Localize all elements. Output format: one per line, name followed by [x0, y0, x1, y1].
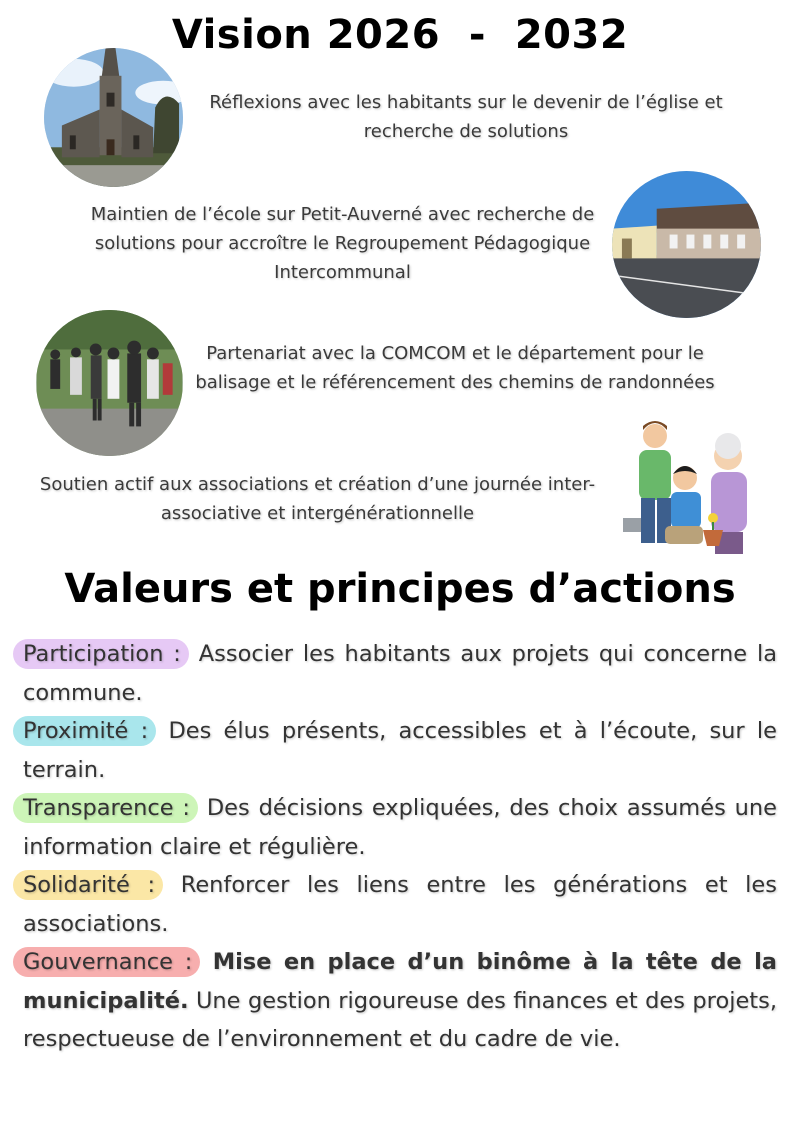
church-photo — [44, 48, 183, 187]
value-label-solidarite: Solidarité : — [13, 870, 163, 900]
value-text-gouvernance: Une gestion rigoureuse des finances et des projets, respectueuse de l’environnement et du cadre de vie. — [23, 987, 777, 1052]
value-text-proximite: Des élus présents, accessibles et à l’écoute, sur le terrain. — [23, 718, 777, 783]
value-label-proximite: Proximité : — [13, 716, 156, 746]
value-text-participation: Associer les habitants aux projets qui concerne la commune. — [23, 641, 777, 706]
hikers-icon — [36, 310, 183, 456]
value-solidarite — [23, 866, 777, 943]
vision-item-associations: Soutien actif aux associations et création d’une journée inter-associative et intergénérationnelle — [39, 474, 596, 524]
vision-item-school: Maintien de l’école sur Petit-Auverné avec recherche de solutions pour accroître le Regroupement Pédagogique Intercommunal — [90, 204, 595, 283]
value-participation — [23, 635, 777, 712]
family-illustration — [603, 418, 763, 564]
values-list — [23, 635, 777, 1059]
value-label-participation: Participation : — [13, 639, 189, 669]
value-bold-gouvernance: Mise en place d’un binôme à la tête de la municipalité. — [23, 949, 777, 1014]
school-photo — [612, 171, 761, 318]
vision-title: Vision 2026 - 2032 — [171, 12, 629, 58]
value-transparence — [23, 789, 777, 866]
value-label-transparence: Transparence : — [13, 793, 198, 823]
vision-item-church: Réflexions avec les habitants sur le devenir de l’église et recherche de solutions — [209, 92, 723, 142]
value-text-solidarite: Renforcer les liens entre les générations et les associations. — [23, 872, 777, 937]
value-proximite — [23, 712, 777, 789]
hikers-photo — [36, 310, 183, 456]
school-icon — [612, 171, 761, 318]
value-label-gouvernance: Gouvernance : — [13, 947, 200, 977]
church-icon — [44, 48, 183, 187]
value-gouvernance — [23, 943, 777, 1059]
value-text-transparence: Des décisions expliquées, des choix assumés une information claire et régulière. — [23, 795, 777, 860]
family-icon — [603, 418, 763, 564]
values-title: Valeurs et principes d’actions — [64, 566, 736, 612]
vision-item-hiking: Partenariat avec la COMCOM et le département pour le balisage et le référencement des chemins de randonnées — [195, 343, 715, 393]
